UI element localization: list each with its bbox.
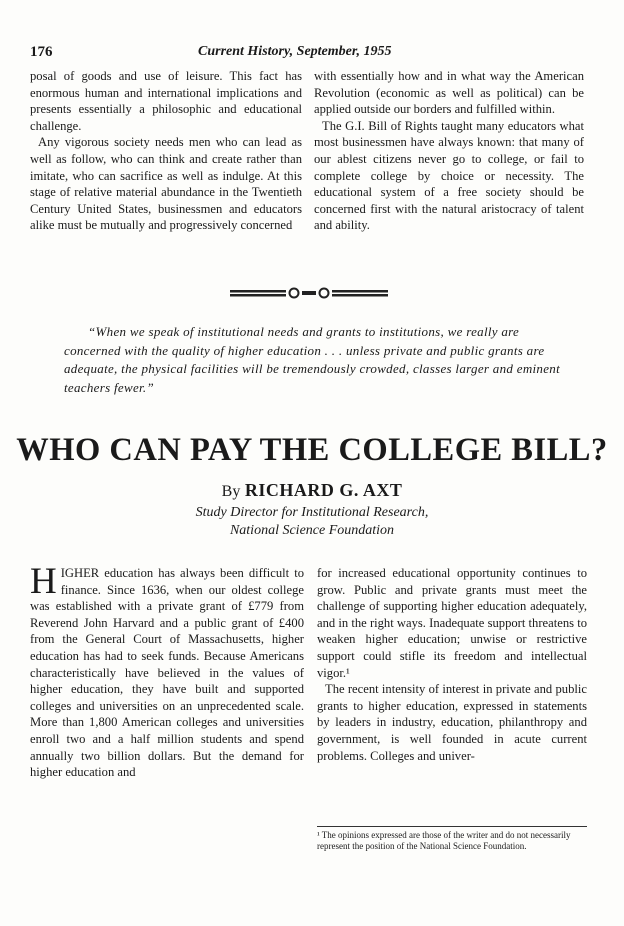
body-left-paragraph [30,561,304,781]
article-title: WHO CAN PAY THE COLLEGE BILL? [16,432,608,468]
author-affiliation-line-1: Study Director for Institutional Research, [195,505,429,520]
byline [0,480,624,501]
top-left-paragraph-1: posal of goods and use of leisure. This fact has enormous human and international implications and presents essentially a philosophic and educational challenge. [30,69,302,133]
top-right-paragraph-2: The G.I. Bill of Rights taught many educators what most businessmen have always known: that many of our ablest citizens never go to college, or fail to complete college by choice or necessity. The educational system of a free society should be concerned first with the natural aristocracy of talent and ability. [314,118,584,233]
author-name: RICHARD G. AXT [244,480,403,500]
top-left-column [30,68,302,234]
footnote-text: ¹ The opinions expressed are those of the writer and do not necessarily represent the position of the National Science Foundation. [317,830,571,851]
byline-by: By [221,483,241,500]
page-header [30,44,590,62]
page-number: 176 [30,44,53,60]
body-left-text: IGHER education has always been difficult to finance. Since 1636, when our oldest college was established with a private grant of £779 from Reverend John Harvard and a public grant of £400 from the General Court of Massachusetts, higher education has had to seek funds. Because Americans characteristically have believed in the values of higher education, they have built and supported colleges and universities on an unprecedented scale. More than 1,800 American colleges and universities enroll two and a half million students and spend annually two billion dollars. But the demand for higher education and [30,566,304,780]
top-left-paragraph-2: Any vigorous society needs men who can lead as well as follow, who can think and create rather than imitate, who can sacrifice as well as indulge. At this stage of relative material abundance in the Twentieth Century United States, businessmen and educators alike must be mutually and progressively concerned [30,135,302,233]
body-right-paragraph-2: The recent intensity of interest in private and public grants to higher education, expressed in statements by leaders in industry, education, philanthropy and government, is well founded in acute current problems. Colleges and univer- [317,682,587,763]
top-right-paragraph-1: with essentially how and in what way the American Revolution (economic as well as political) can be applied outside our borders and fulfilled within. [314,69,584,117]
running-title: Current History, September, 1955 [198,44,392,59]
body-right-column [317,565,587,764]
body-right-paragraph-1: for increased educational opportunity continues to grow. Public and private grants must meet the challenge of supporting higher education adequately, and in the right ways. Inadequate support threatens to weaken higher education; unwise or restrictive support could stifle its freedom and intellectual vigor.¹ [317,566,587,680]
pull-quote-text: “When we speak of institutional needs and grants to institutions, we really are concerned with the quality of higher education . . . unless private and public grants are adequate, the physical facilities will be tremendously crowded, classes larger and eminent teachers fewer.” [64,324,560,395]
body-left-column [30,561,304,781]
top-right-column [314,68,584,234]
pull-quote [64,323,574,397]
drop-cap: H [30,561,57,602]
ornament-divider [230,286,390,300]
footnote [317,826,587,851]
author-affiliation-line-2: National Science Foundation [229,523,395,538]
